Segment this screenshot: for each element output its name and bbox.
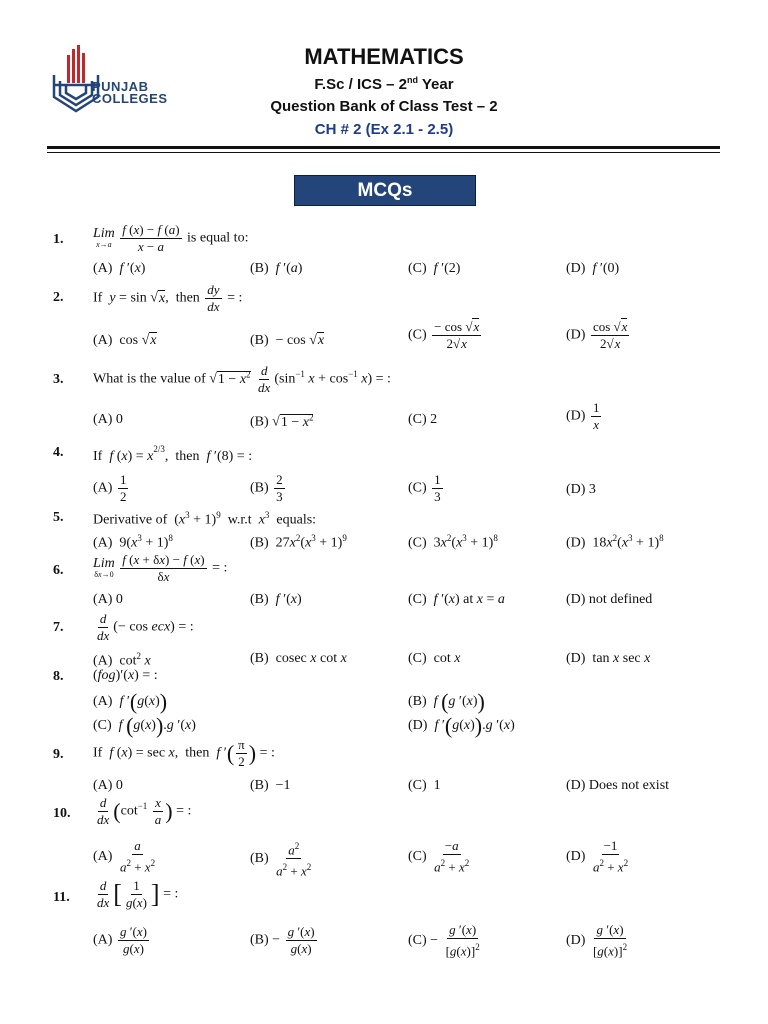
question-text: If f $(x) = x^{2/3}$, then f ′(8) = : — [93, 444, 253, 464]
class-subtitle: F.Sc / ICS – 2nd Year — [314, 75, 454, 93]
question-text: If y = sin √x, then $\frac{dy}{dx}$ = : — [93, 282, 243, 314]
option-d: (D) $\frac{\cos √x}{2√x}$ — [566, 319, 628, 351]
question-number: 11. — [53, 890, 70, 905]
option-b: (B) $27x^2(x^3 + 1)^9$ — [250, 533, 347, 551]
question-text: (fog)′(x) = : — [93, 668, 158, 683]
question-number: 4. — [53, 445, 64, 460]
question-number: 7. — [53, 620, 64, 635]
chapter-subtitle: CH # 2 (Ex 2.1 - 2.5) — [314, 121, 454, 138]
option-c: (C) $\frac{- \cos √x}{2√x}$ — [408, 319, 480, 351]
option-c: (C) f ′(2) — [408, 261, 461, 276]
option-a: (A) $\frac{1}{2}$ — [93, 472, 127, 504]
question-number: 10. — [53, 806, 71, 821]
option-d: (D) $\frac{g '(x)}{[g(x)]^2}$ — [566, 922, 628, 959]
option-c: (C) $\frac{-a}{a^2 + x^2}$ — [408, 838, 470, 875]
option-d: (D) f ′(g(x)).g ′(x) — [408, 713, 515, 738]
option-a: (A) 0 — [93, 778, 123, 793]
option-b: (B) f ′(x) — [250, 592, 302, 607]
option-c: (C) cot x — [408, 651, 461, 666]
question-text: Derivative of $(x^3 + 1)^9$ w.r.t $x^3$ equals: — [93, 510, 317, 528]
option-c: (C) 1 — [408, 778, 441, 793]
header-divider-thick — [47, 146, 720, 149]
question-number: 9. — [53, 747, 64, 762]
option-d: (D) not defined — [566, 592, 653, 607]
option-d: (D) $\frac{-1}{a^2 + x^2}$ — [566, 838, 629, 875]
question-number: 8. — [53, 669, 64, 684]
question-text: $\frac{d}{dx}$ [ $\frac{1}{g(x)}$ ] = : — [97, 878, 179, 910]
option-a: (A) $\frac{g '(x)}{g(x)}$ — [93, 924, 147, 956]
option-c: (C) f (g(x)).g ′(x) — [93, 713, 196, 738]
option-a: (A) f ′(g(x)) — [93, 689, 168, 714]
logo-text-punjab: PUNJAB — [92, 79, 149, 94]
option-d: (D) tan x sec x — [566, 651, 651, 666]
document-title: MATHEMATICS — [304, 44, 464, 69]
question-number: 2. — [53, 290, 64, 305]
header-divider-thin — [47, 152, 720, 153]
question-number: 1. — [53, 232, 64, 247]
question-text: What is the value of $√1 - x^2$ $\frac{d}{dx}$ ($\sin^{-1}$ $x + \cos^{-1} x$) = : — [93, 363, 391, 395]
question-text: $\frac{d}{dx}$ ($\cot^{-1}$ $\frac{x}{a}$ ) = : — [97, 795, 192, 827]
option-b: (B) $√1 - x^2$ — [250, 412, 314, 430]
option-a: (A) cos √x — [93, 333, 157, 348]
option-b: (B) cosec x cot x — [250, 651, 347, 666]
option-c: (C) f ′(x) at x = a — [408, 592, 505, 607]
option-d: (D) $18x^2(x^3 + 1)^8$ — [566, 533, 664, 551]
option-c: (C) 2 — [408, 412, 438, 427]
option-a: (A) 0 — [93, 412, 123, 427]
option-c: (C) $3x^2(x^3 + 1)^8$ — [408, 533, 498, 551]
option-d: (D) Does not exist — [566, 778, 670, 793]
logo-text-colleges: COLLEGES — [92, 91, 168, 106]
question-text: If f (x) = sec x, then f ′( $\frac{\pi}{2}$ ) = : — [93, 737, 275, 769]
option-d: (D) $\frac{1}{x}$ — [566, 400, 600, 432]
question-bank-subtitle: Question Bank of Class Test – 2 — [270, 98, 498, 115]
option-a: (A) $\cot^2 x$ — [93, 651, 151, 669]
option-b: (B) $\frac{a^2}{a^2 + x^2}$ — [250, 838, 315, 880]
question-number: 3. — [53, 372, 64, 387]
section-heading-mcqs: MCQs — [294, 175, 476, 206]
option-c: (C) $\frac{1}{3}$ — [408, 472, 441, 504]
option-a: (A) 0 — [93, 592, 123, 607]
option-b: (B) − $\frac{g '(x)}{g(x)}$ — [250, 924, 315, 956]
option-b: (B) − cos √x — [250, 333, 325, 348]
option-b: (B) −1 — [250, 778, 291, 793]
option-a: (A) f ′(x) — [93, 261, 146, 276]
question-number: 5. — [53, 510, 64, 525]
option-b: (B) $\frac{2}{3}$ — [250, 472, 283, 504]
option-a: (A) $\frac{a}{a^2 + x^2}$ — [93, 838, 156, 875]
option-a: (A) $9(x^3 + 1)^8$ — [93, 533, 173, 551]
option-c: (C) − $\frac{g '(x)}{[g(x)]^2}$ — [408, 922, 480, 959]
option-b: (B) f ′(a) — [250, 261, 303, 276]
question-text: $\frac{d}{dx}$ (− cos ecx) = : — [97, 611, 194, 643]
option-d: (D) 3 — [566, 482, 596, 497]
question-number: 6. — [53, 563, 64, 578]
option-d: (D) f ′(0) — [566, 261, 620, 276]
question-text: Lim δx→0 $\frac{f (x + \delta x) - f (x)}{\delta x}$ = : — [93, 552, 228, 584]
question-text: Lim x→a $\frac{f (x) - f (a)}{x - a}$ is equal to: — [93, 222, 249, 254]
option-b: (B) f (g ′(x)) — [408, 689, 485, 714]
